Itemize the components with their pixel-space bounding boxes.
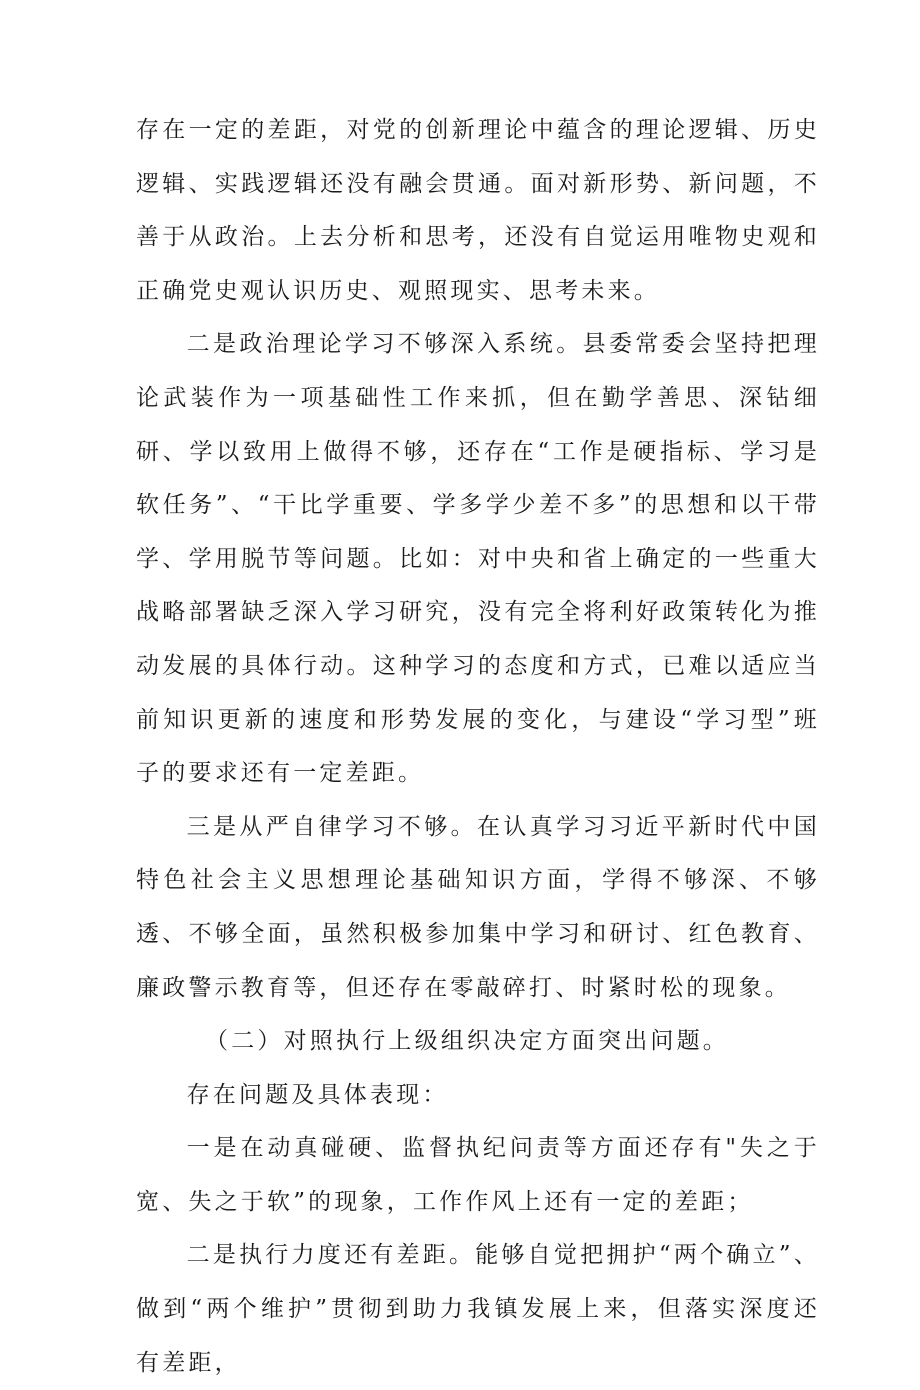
- paragraph-2: 二是政治理论学习不够深入系统。县委常委会坚持把理论武装作为一项基础性工作来抓，但在勤学善思、深钻细研、学以致用上做得不够，还存在“工作是硬指标、学习是软任务”、“干比学重要、学多学少差不多”的思想和以干带学、学用脱节等问题。比如：对中央和省上确定的一些重大战略部署缺乏深入学习研究，没有完全将利好政策转化为推动发展的具体行动。这种学习的态度和方式，已难以适应当前知识更新的速度和形势发展的变化，与建设“学习型”班子的要求还有一定差距。: [136, 331, 820, 787]
- section-heading: （二）对照执行上级组织决定方面突出问题。: [205, 1028, 729, 1055]
- paragraph-3: 三是从严自律学习不够。在认真学习习近平新时代中国特色社会主义思想理论基础知识方面，学得不够深、不够透、不够全面，虽然积极参加集中学习和研讨、红色教育、廉政警示教育等，但还存在零敲碎打、时紧时松的现象。: [136, 813, 820, 1001]
- paragraph-6: 一是在动真碰硬、监督执纪问责等方面还存有"失之于宽、失之于软”的现象，工作作风上还有一定的差距；: [136, 1135, 820, 1215]
- paragraph-7: 二是执行力度还有差距。能够自觉把拥护“两个确立”、做到“两个维护”贯彻到助力我镇发展上来，但落实深度还有差距，: [136, 1242, 820, 1376]
- paragraph-5: 存在问题及具体表现：: [186, 1081, 449, 1108]
- document-body: [136, 104, 820, 1390]
- paragraph-1: 存在一定的差距，对党的创新理论中蕴含的理论逻辑、历史逻辑、实践逻辑还没有融会贯通。面对新形势、新问题，不善于从政治。上去分析和思考，还没有自觉运用唯物史观和正确党史观认识历史、观照现实、思考未来。: [136, 117, 820, 304]
